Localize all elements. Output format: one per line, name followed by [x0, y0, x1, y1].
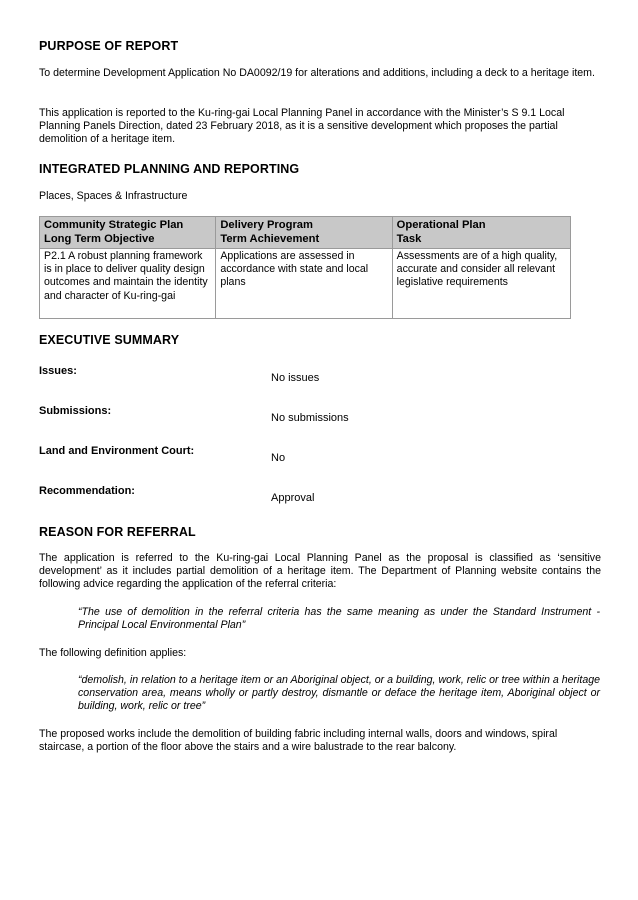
header-line: Delivery Program: [220, 219, 313, 231]
header-line: Long Term Objective: [44, 232, 155, 245]
summary-label-court: Land and Environment Court:: [39, 445, 195, 457]
summary-value-issues: No issues: [271, 372, 320, 384]
referral-paragraph-1: The application is referred to the Ku-ring-gai Local Planning Panel as the proposal is classified as ‘sensitive development’ as it includes partial demolition of a heritage item. The Department of Planning website contains the following advice regarding the application of the referral criteria:: [39, 552, 601, 591]
referral-quote-1: “The use of demolition in the referral criteria has the same meaning as under the Standard Instrument - Principal Local Environmental Plan”: [78, 606, 600, 632]
table-row: [40, 249, 571, 319]
table-header-delivery: [216, 217, 392, 249]
header-line: Term Achievement: [220, 232, 320, 245]
summary-label-recommendation: Recommendation:: [39, 485, 135, 497]
header-line: Task: [396, 232, 422, 245]
summary-value-submissions: No submissions: [271, 412, 349, 424]
table-header-strategic: [40, 217, 216, 249]
header-line: Operational Plan: [396, 219, 486, 231]
table-cell-task: Assessments are of a high quality, accurate and consider all relevant legislative requirements: [392, 249, 570, 319]
summary-label-submissions: Submissions:: [39, 405, 112, 417]
purpose-paragraph-1: To determine Development Application No DA0092/19 for alterations and additions, including a deck to a heritage item.: [39, 67, 595, 79]
referral-paragraph-3: The proposed works include the demolition of building fabric including internal walls, doors and windows, spiral staircase, a portion of the floor above the stairs and a wire balustrade to the rear balcony.: [39, 728, 558, 754]
executive-heading: EXECUTIVE SUMMARY: [39, 333, 180, 347]
purpose-heading: PURPOSE OF REPORT: [39, 39, 179, 53]
table-cell-objective: P2.1 A robust planning framework is in place to deliver quality design outcomes and maintain the identity and character of Ku-ring-gai: [40, 249, 216, 319]
integrated-heading: INTEGRATED PLANNING AND REPORTING: [39, 162, 300, 176]
integrated-subtitle: Places, Spaces & Infrastructure: [39, 190, 188, 202]
referral-quote-2: “demolish, in relation to a heritage item or an Aboriginal object, or a building, work, relic or tree within a heritage conservation area, means wholly or partly destroy, dismantle or deface the heritage item, Aboriginal object or building, work, relic or tree”: [78, 674, 600, 713]
table-header-row: [40, 217, 571, 249]
table-cell-achievement: Applications are assessed in accordance with state and local plans: [216, 249, 392, 319]
summary-value-recommendation: Approval: [271, 492, 315, 504]
referral-heading: REASON FOR REFERRAL: [39, 525, 196, 539]
purpose-paragraph-2: This application is reported to the Ku-ring-gai Local Planning Panel in accordance with the Minister’s S 9.1 Local Planning Panels Direction, dated 23 February 2018, as it is a sensitive development which proposes the partial demolition of a heritage item.: [39, 107, 565, 146]
planning-table: [39, 216, 571, 319]
header-line: Community Strategic Plan: [44, 219, 184, 231]
referral-paragraph-2: The following definition applies:: [39, 647, 187, 659]
summary-label-issues: Issues:: [39, 365, 77, 377]
table-header-operational: [392, 217, 570, 249]
summary-value-court: No: [271, 452, 286, 464]
